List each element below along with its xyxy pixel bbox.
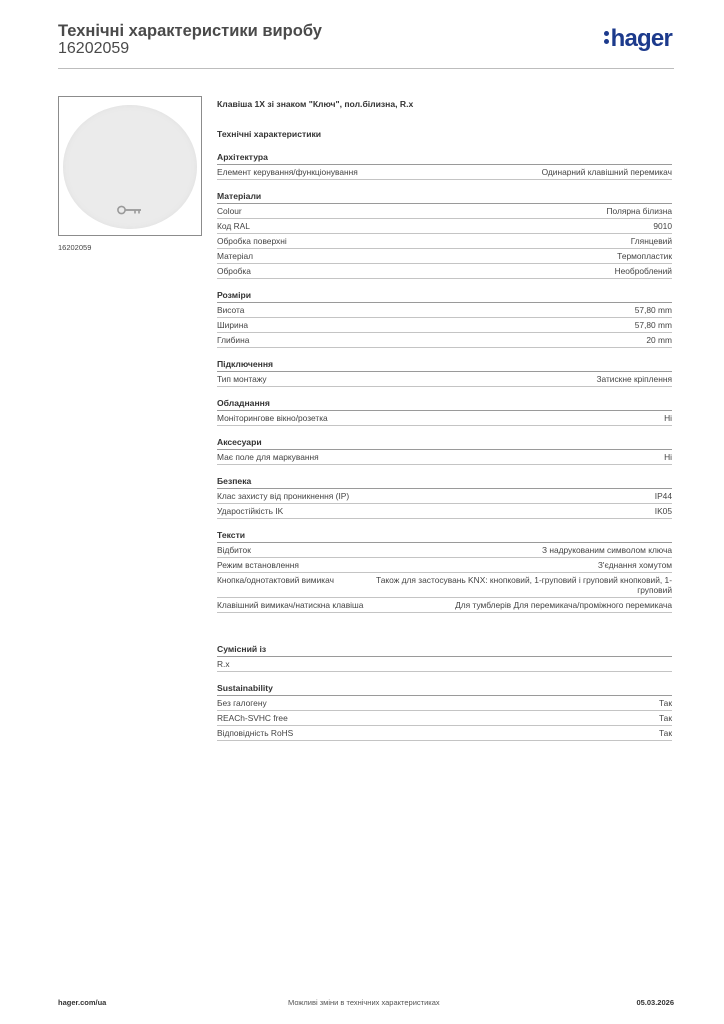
spec-label: Colour (217, 206, 242, 216)
spec-label: Тип монтажу (217, 374, 267, 384)
spec-row (217, 165, 672, 180)
spec-label: R.x (217, 659, 230, 669)
section-title: Тексти (217, 528, 672, 543)
spec-row (217, 204, 672, 219)
spec-row (217, 598, 672, 613)
spec-label: Код RAL (217, 221, 250, 231)
spec-row (217, 573, 672, 598)
spec-section (217, 396, 672, 426)
spec-label: Моніторингове вікно/розетка (217, 413, 328, 423)
spec-row (217, 249, 672, 264)
spec-label: Ширина (217, 320, 248, 330)
spec-label: Відповідність RoHS (217, 728, 294, 738)
spec-row (217, 696, 672, 711)
product-number: 16202059 (58, 40, 130, 57)
spec-section (217, 288, 672, 348)
spec-label: Обробка (217, 266, 251, 276)
spec-row (217, 558, 672, 573)
spec-label: Режим встановлення (217, 560, 299, 570)
spec-value: Полярна білизна (606, 206, 672, 216)
spec-row (217, 711, 672, 726)
section-title: Підключення (217, 357, 672, 372)
section-title: Матеріали (217, 189, 672, 204)
spec-value: Термопластик (617, 251, 672, 261)
spec-value: Ні (664, 413, 672, 423)
spec-value: IK05 (654, 506, 672, 516)
spec-sections (217, 150, 672, 741)
spec-value: 9010 (653, 221, 672, 231)
spec-section (217, 474, 672, 519)
spec-value: Одинарний клавішний перемикач (541, 167, 672, 177)
spec-section (217, 150, 672, 180)
spec-row (217, 504, 672, 519)
spec-section (217, 189, 672, 279)
spec-row (217, 657, 672, 672)
spec-value: 20 mm (646, 335, 672, 345)
spec-value: 57,80 mm (634, 305, 672, 315)
section-title: Архітектура (217, 150, 672, 165)
spec-row (217, 543, 672, 558)
spec-row (217, 372, 672, 387)
footer-website: hager.com/ua (58, 998, 107, 1007)
spec-value: 57,80 mm (634, 320, 672, 330)
section-title: Sustainability (217, 681, 672, 696)
spec-row (217, 489, 672, 504)
section-title: Розміри (217, 288, 672, 303)
spec-section (217, 528, 672, 613)
spec-label: REACh-SVHC free (217, 713, 288, 723)
section-title: Обладнання (217, 396, 672, 411)
spec-label: Клас захисту від проникнення (IP) (217, 491, 350, 501)
section-title: Безпека (217, 474, 672, 489)
spec-value: IP44 (654, 491, 672, 501)
hager-logo (604, 25, 672, 53)
spec-row (217, 333, 672, 348)
spec-row (217, 303, 672, 318)
spec-row (217, 219, 672, 234)
document-title: Технічні характеристики виробу (58, 22, 322, 40)
footer-date: 05.03.2026 (636, 998, 674, 1007)
spec-label: Елемент керування/функціонування (217, 167, 358, 177)
spec-value: Необроблений (614, 266, 672, 276)
section-title: Сумісний із (217, 642, 672, 657)
spec-label: Обробка поверхні (217, 236, 287, 246)
section-title: Аксесуари (217, 435, 672, 450)
spec-value: Для тумблерів Для перемикача/проміжного перемикача (455, 600, 672, 610)
spec-value: Так (658, 728, 672, 738)
footer-notice: Можливі зміни в технічних характеристиках (288, 998, 440, 1007)
spec-row (217, 234, 672, 249)
spec-label: Має поле для маркування (217, 452, 319, 462)
spec-label: Клавішний вимикач/натискна клавіша (217, 600, 364, 610)
logo-text: hager (610, 25, 672, 52)
section-gap (217, 613, 672, 633)
spec-label: Без галогену (217, 698, 267, 708)
spec-label: Відбиток (217, 545, 251, 555)
spec-value: Також для застосувань KNX: кнопковий, 1-груповий і груповий кнопковий, 1-груповий (375, 575, 672, 595)
spec-value: Ні (664, 452, 672, 462)
spec-value: Глянцевий (630, 236, 672, 246)
spec-content (217, 90, 672, 741)
product-title: Клавіша 1Х зі знаком "Ключ", пол.білизна, R.x (217, 99, 414, 109)
spec-label: Висота (217, 305, 245, 315)
spec-label: Кнопка/однотактовий вимикач (217, 575, 334, 585)
page-header (58, 20, 674, 70)
spec-value: Так (658, 713, 672, 723)
spec-row (217, 726, 672, 741)
spec-label: Матеріал (217, 251, 254, 261)
spec-row (217, 264, 672, 279)
spec-section (217, 357, 672, 387)
header-divider (58, 68, 674, 69)
spec-value: Затискне кріплення (596, 374, 672, 384)
spec-value: Так (658, 698, 672, 708)
spec-row (217, 318, 672, 333)
spec-label: Ударостійкість IK (217, 506, 284, 516)
image-caption: 16202059 (58, 243, 92, 252)
spec-row (217, 450, 672, 465)
product-image (58, 96, 202, 236)
spec-label: Глибина (217, 335, 250, 345)
spec-section (217, 435, 672, 465)
spec-heading: Технічні характеристики (217, 129, 322, 139)
key-icon (117, 205, 143, 215)
spec-value: З'єднання хомутом (597, 560, 672, 570)
spec-section (217, 681, 672, 741)
spec-section (217, 642, 672, 672)
spec-row (217, 411, 672, 426)
spec-value: З надрукованим символом ключа (541, 545, 672, 555)
logo-dots-icon (604, 29, 609, 45)
